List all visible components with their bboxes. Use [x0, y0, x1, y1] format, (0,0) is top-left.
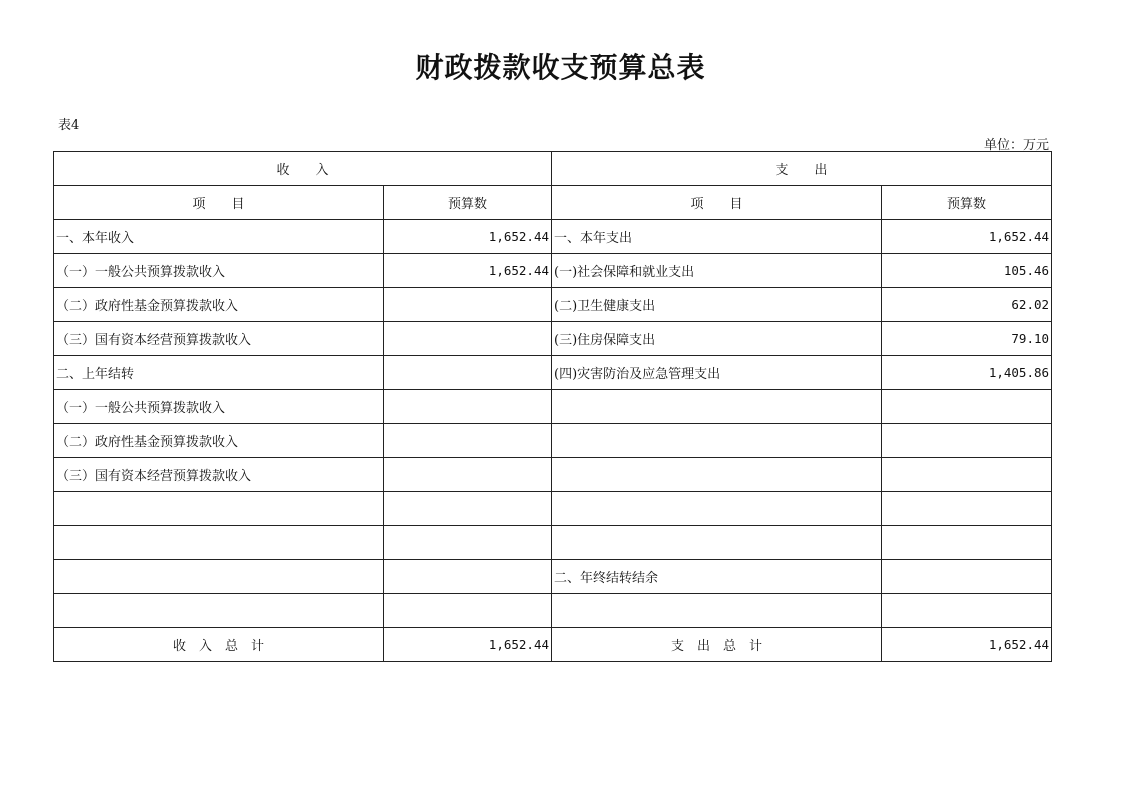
income-amount	[384, 492, 552, 526]
table-row	[54, 322, 1052, 356]
income-total-label: 收 入 总 计	[54, 628, 384, 662]
expense-item: 二、年终结转结余	[552, 560, 882, 594]
income-amount	[384, 424, 552, 458]
section-header-row	[54, 152, 1052, 186]
table-row	[54, 220, 1052, 254]
income-item	[54, 594, 384, 628]
table-row	[54, 458, 1052, 492]
expense-amount	[882, 492, 1052, 526]
table-row	[54, 390, 1052, 424]
income-item: （一）一般公共预算拨款收入	[54, 254, 384, 288]
expense-amount	[882, 526, 1052, 560]
expense-amount: 105.46	[882, 254, 1052, 288]
expense-amount	[882, 390, 1052, 424]
income-item: （一）一般公共预算拨款收入	[54, 390, 384, 424]
table-row	[54, 254, 1052, 288]
table-row	[54, 526, 1052, 560]
income-item	[54, 492, 384, 526]
expense-amount-header: 预算数	[882, 186, 1052, 220]
expense-amount	[882, 560, 1052, 594]
expense-item	[552, 458, 882, 492]
income-amount	[384, 322, 552, 356]
income-item: （二）政府性基金预算拨款收入	[54, 288, 384, 322]
income-item-header: 项 目	[54, 186, 384, 220]
income-amount	[384, 390, 552, 424]
income-item	[54, 526, 384, 560]
income-amount: 1,652.44	[384, 254, 552, 288]
expense-amount	[882, 594, 1052, 628]
expense-item: (三)住房保障支出	[552, 322, 882, 356]
income-amount	[384, 458, 552, 492]
table-row	[54, 356, 1052, 390]
totals-row	[54, 628, 1052, 662]
expense-amount: 79.10	[882, 322, 1052, 356]
expense-amount	[882, 458, 1052, 492]
page-title: 财政拨款收支预算总表	[415, 51, 706, 84]
table-number: 表4	[58, 118, 80, 133]
income-amount-header: 预算数	[384, 186, 552, 220]
expense-amount: 62.02	[882, 288, 1052, 322]
expense-item: (一)社会保障和就业支出	[552, 254, 882, 288]
income-item: 一、本年收入	[54, 220, 384, 254]
expense-item: (四)灾害防治及应急管理支出	[552, 356, 882, 390]
income-item	[54, 560, 384, 594]
table-row	[54, 594, 1052, 628]
expense-total-label: 支 出 总 计	[552, 628, 882, 662]
income-item: 二、上年结转	[54, 356, 384, 390]
income-amount	[384, 594, 552, 628]
income-section-header: 收 入	[54, 152, 552, 186]
expense-amount	[882, 424, 1052, 458]
expense-item	[552, 594, 882, 628]
expense-amount: 1,405.86	[882, 356, 1052, 390]
table-row	[54, 424, 1052, 458]
expense-item: 一、本年支出	[552, 220, 882, 254]
expense-total-amount: 1,652.44	[882, 628, 1052, 662]
column-header-row	[54, 186, 1052, 220]
income-amount: 1,652.44	[384, 220, 552, 254]
income-amount	[384, 356, 552, 390]
income-item: （二）政府性基金预算拨款收入	[54, 424, 384, 458]
table-row	[54, 492, 1052, 526]
expense-item	[552, 526, 882, 560]
income-amount	[384, 560, 552, 594]
expense-item: (二)卫生健康支出	[552, 288, 882, 322]
expense-item	[552, 390, 882, 424]
expense-item	[552, 424, 882, 458]
budget-table	[53, 151, 1052, 662]
income-amount	[384, 288, 552, 322]
expense-item	[552, 492, 882, 526]
table-row	[54, 288, 1052, 322]
income-item: （三）国有资本经营预算拨款收入	[54, 458, 384, 492]
table-row	[54, 560, 1052, 594]
income-amount	[384, 526, 552, 560]
income-total-amount: 1,652.44	[384, 628, 552, 662]
unit-label: 单位：万元	[983, 138, 1049, 153]
expense-amount: 1,652.44	[882, 220, 1052, 254]
income-item: （三）国有资本经营预算拨款收入	[54, 322, 384, 356]
expense-item-header: 项 目	[552, 186, 882, 220]
expense-section-header: 支 出	[552, 152, 1052, 186]
